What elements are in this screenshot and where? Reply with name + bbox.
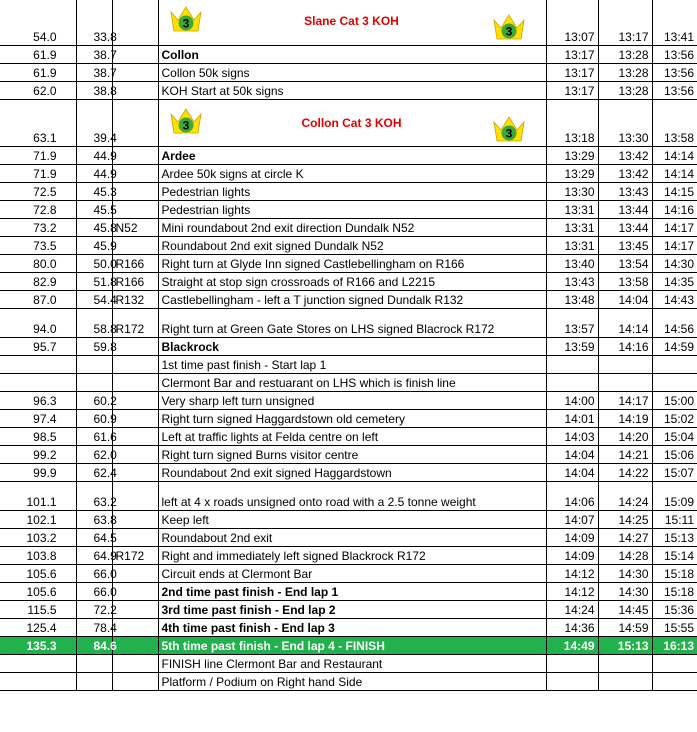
km-cell: 96.3 — [0, 391, 76, 409]
km-cell: 80.0 — [0, 254, 76, 272]
koh-title: Slane Cat 3 KOH — [304, 14, 399, 29]
description-cell: Pedestrian lights — [158, 182, 546, 200]
time-mid-cell: 13:28 — [598, 45, 652, 63]
miles-cell — [76, 654, 112, 672]
miles-cell: 51.8 — [76, 272, 112, 290]
time-fast-cell: 14:00 — [546, 391, 598, 409]
route-row — [0, 600, 697, 618]
description-cell: Straight at stop sign crossroads of R166 and L2215 — [158, 272, 546, 290]
miles-cell: 38.8 — [76, 81, 112, 99]
road-cell — [112, 654, 158, 672]
time-fast-cell: 14:04 — [546, 463, 598, 481]
time-mid-cell: 13:58 — [598, 272, 652, 290]
miles-cell: 66.0 — [76, 582, 112, 600]
road-cell: R172 — [112, 546, 158, 564]
road-cell — [112, 409, 158, 427]
road-cell: R166 — [112, 272, 158, 290]
miles-cell: 64.9 — [76, 546, 112, 564]
time-fast-cell: 14:09 — [546, 528, 598, 546]
km-cell: 99.9 — [0, 463, 76, 481]
km-cell: 105.6 — [0, 564, 76, 582]
route-row — [0, 445, 697, 463]
miles-cell: 58.8 — [76, 308, 112, 337]
description-cell: Circuit ends at Clermont Bar — [158, 564, 546, 582]
description-cell: Ardee 50k signs at circle K — [158, 164, 546, 182]
time-mid-cell: 14:59 — [598, 618, 652, 636]
time-fast-cell — [546, 373, 598, 391]
km-cell: 95.7 — [0, 337, 76, 355]
route-row — [0, 481, 697, 510]
miles-cell: 78.4 — [76, 618, 112, 636]
miles-cell: 84.6 — [76, 636, 112, 654]
time-slow-cell: 14:14 — [652, 146, 697, 164]
miles-cell: 61.6 — [76, 427, 112, 445]
time-mid-cell: 14:28 — [598, 546, 652, 564]
road-cell — [112, 618, 158, 636]
time-mid-cell: 14:25 — [598, 510, 652, 528]
miles-cell: 38.7 — [76, 63, 112, 81]
time-mid-cell: 14:30 — [598, 582, 652, 600]
time-slow-cell — [652, 373, 697, 391]
miles-cell — [76, 672, 112, 690]
time-slow-cell: 14:15 — [652, 182, 697, 200]
miles-cell: 63.8 — [76, 510, 112, 528]
time-mid-cell: 14:24 — [598, 481, 652, 510]
description-cell: Right turn signed Burns visitor centre — [158, 445, 546, 463]
route-row — [0, 63, 697, 81]
road-cell — [112, 99, 158, 146]
description-cell: Collon 50k signs — [158, 63, 546, 81]
road-cell — [112, 337, 158, 355]
time-fast-cell: 14:09 — [546, 546, 598, 564]
time-fast-cell: 13:07 — [546, 0, 598, 45]
time-fast-cell: 13:17 — [546, 45, 598, 63]
time-slow-cell: 14:30 — [652, 254, 697, 272]
miles-cell: 72.2 — [76, 600, 112, 618]
time-mid-cell — [598, 355, 652, 373]
time-fast-cell: 13:31 — [546, 236, 598, 254]
km-cell: 61.9 — [0, 45, 76, 63]
svg-text:3: 3 — [182, 16, 189, 31]
miles-cell: 63.2 — [76, 481, 112, 510]
miles-cell: 66.0 — [76, 564, 112, 582]
road-cell — [112, 481, 158, 510]
description-cell — [158, 99, 546, 146]
koh-title: Collon Cat 3 KOH — [301, 115, 402, 130]
route-row — [0, 654, 697, 672]
time-mid-cell: 14:20 — [598, 427, 652, 445]
finish-row — [0, 636, 697, 654]
time-fast-cell: 14:03 — [546, 427, 598, 445]
time-slow-cell — [652, 355, 697, 373]
route-row — [0, 373, 697, 391]
time-fast-cell: 14:07 — [546, 510, 598, 528]
time-fast-cell — [546, 355, 598, 373]
time-slow-cell: 14:59 — [652, 337, 697, 355]
miles-cell: 45.3 — [76, 182, 112, 200]
time-slow-cell: 15:18 — [652, 582, 697, 600]
road-cell — [112, 600, 158, 618]
time-mid-cell: 15:13 — [598, 636, 652, 654]
time-mid-cell: 13:17 — [598, 0, 652, 45]
road-cell — [112, 582, 158, 600]
description-cell — [158, 0, 546, 45]
time-mid-cell: 14:27 — [598, 528, 652, 546]
crown-icon — [169, 4, 203, 34]
time-mid-cell: 13:42 — [598, 146, 652, 164]
route-row — [0, 510, 697, 528]
time-mid-cell: 13:30 — [598, 99, 652, 146]
miles-cell: 59.8 — [76, 337, 112, 355]
description-cell: KOH Start at 50k signs — [158, 81, 546, 99]
route-row — [0, 272, 697, 290]
time-fast-cell: 13:57 — [546, 308, 598, 337]
time-slow-cell: 15:11 — [652, 510, 697, 528]
time-fast-cell: 14:04 — [546, 445, 598, 463]
time-slow-cell: 15:04 — [652, 427, 697, 445]
time-slow-cell: 14:14 — [652, 164, 697, 182]
route-row — [0, 355, 697, 373]
time-fast-cell: 14:06 — [546, 481, 598, 510]
km-cell: 87.0 — [0, 290, 76, 308]
time-fast-cell: 14:24 — [546, 600, 598, 618]
description-cell: 1st time past finish - Start lap 1 — [158, 355, 546, 373]
km-cell: 105.6 — [0, 582, 76, 600]
km-cell: 72.8 — [0, 200, 76, 218]
time-mid-cell — [598, 654, 652, 672]
road-cell: R132 — [112, 290, 158, 308]
time-mid-cell: 13:28 — [598, 81, 652, 99]
koh-row — [0, 0, 697, 45]
time-fast-cell: 13:18 — [546, 99, 598, 146]
miles-cell: 54.4 — [76, 290, 112, 308]
route-row — [0, 337, 697, 355]
km-cell: 135.3 — [0, 636, 76, 654]
description-cell: 4th time past finish - End lap 3 — [158, 618, 546, 636]
km-cell: 82.9 — [0, 272, 76, 290]
time-slow-cell: 15:06 — [652, 445, 697, 463]
time-slow-cell — [652, 654, 697, 672]
road-cell — [112, 45, 158, 63]
time-slow-cell: 14:17 — [652, 218, 697, 236]
road-cell — [112, 564, 158, 582]
koh-row — [0, 99, 697, 146]
time-fast-cell: 13:30 — [546, 182, 598, 200]
time-slow-cell: 13:41 — [652, 0, 697, 45]
description-cell: 2nd time past finish - End lap 1 — [158, 582, 546, 600]
time-slow-cell: 15:55 — [652, 618, 697, 636]
description-cell: Mini roundabout 2nd exit direction Dundalk N52 — [158, 218, 546, 236]
time-slow-cell: 13:58 — [652, 99, 697, 146]
km-cell: 73.2 — [0, 218, 76, 236]
description-cell: Right turn at Glyde Inn signed Castlebellingham on R166 — [158, 254, 546, 272]
road-cell — [112, 0, 158, 45]
time-fast-cell: 13:31 — [546, 200, 598, 218]
route-row — [0, 672, 697, 690]
road-cell — [112, 373, 158, 391]
time-fast-cell: 13:48 — [546, 290, 598, 308]
miles-cell: 60.9 — [76, 409, 112, 427]
description-cell: Platform / Podium on Right hand Side — [158, 672, 546, 690]
road-cell — [112, 164, 158, 182]
km-cell: 63.1 — [0, 99, 76, 146]
road-cell — [112, 236, 158, 254]
route-row — [0, 200, 697, 218]
km-cell: 61.9 — [0, 63, 76, 81]
description-cell: Pedestrian lights — [158, 200, 546, 218]
time-mid-cell: 13:42 — [598, 164, 652, 182]
road-cell — [112, 81, 158, 99]
km-cell — [0, 355, 76, 373]
description-cell: Roundabout 2nd exit signed Haggardstown — [158, 463, 546, 481]
km-cell: 101.1 — [0, 481, 76, 510]
route-row — [0, 146, 697, 164]
road-cell: R166 — [112, 254, 158, 272]
route-row — [0, 218, 697, 236]
description-cell: Clermont Bar and restuarant on LHS which is finish line — [158, 373, 546, 391]
time-mid-cell — [598, 373, 652, 391]
route-row — [0, 182, 697, 200]
time-fast-cell — [546, 654, 598, 672]
road-cell — [112, 63, 158, 81]
km-cell: 97.4 — [0, 409, 76, 427]
time-fast-cell: 13:29 — [546, 146, 598, 164]
description-cell: Ardee — [158, 146, 546, 164]
description-cell: FINISH line Clermont Bar and Restaurant — [158, 654, 546, 672]
route-row — [0, 528, 697, 546]
route-row — [0, 463, 697, 481]
time-slow-cell: 14:16 — [652, 200, 697, 218]
crown-icon — [492, 114, 526, 144]
route-row — [0, 236, 697, 254]
miles-cell: 33.8 — [76, 0, 112, 45]
km-cell: 102.1 — [0, 510, 76, 528]
road-cell: R172 — [112, 308, 158, 337]
road-cell: N52 — [112, 218, 158, 236]
time-mid-cell: 14:16 — [598, 337, 652, 355]
km-cell: 54.0 — [0, 0, 76, 45]
km-cell: 103.8 — [0, 546, 76, 564]
time-mid-cell: 13:44 — [598, 200, 652, 218]
time-slow-cell: 15:00 — [652, 391, 697, 409]
description-cell: Very sharp left turn unsigned — [158, 391, 546, 409]
time-fast-cell: 14:01 — [546, 409, 598, 427]
km-cell — [0, 654, 76, 672]
time-slow-cell: 15:02 — [652, 409, 697, 427]
time-slow-cell: 14:35 — [652, 272, 697, 290]
time-fast-cell: 13:59 — [546, 337, 598, 355]
miles-cell: 39.4 — [76, 99, 112, 146]
miles-cell — [76, 373, 112, 391]
description-cell: 5th time past finish - End lap 4 - FINISH — [158, 636, 546, 654]
road-cell — [112, 528, 158, 546]
time-fast-cell: 13:43 — [546, 272, 598, 290]
time-mid-cell: 14:45 — [598, 600, 652, 618]
time-slow-cell: 13:56 — [652, 45, 697, 63]
time-fast-cell: 14:12 — [546, 582, 598, 600]
km-cell — [0, 672, 76, 690]
time-mid-cell: 14:04 — [598, 290, 652, 308]
time-slow-cell: 15:18 — [652, 564, 697, 582]
time-fast-cell: 13:17 — [546, 63, 598, 81]
svg-text:3: 3 — [505, 126, 512, 140]
route-row — [0, 81, 697, 99]
route-row — [0, 254, 697, 272]
km-cell: 94.0 — [0, 308, 76, 337]
route-row — [0, 409, 697, 427]
time-mid-cell: 13:54 — [598, 254, 652, 272]
time-slow-cell: 15:13 — [652, 528, 697, 546]
road-cell — [112, 463, 158, 481]
km-cell — [0, 373, 76, 391]
description-cell: Left at traffic lights at Felda centre on left — [158, 427, 546, 445]
miles-cell: 38.7 — [76, 45, 112, 63]
time-slow-cell: 15:14 — [652, 546, 697, 564]
road-cell — [112, 391, 158, 409]
road-cell — [112, 200, 158, 218]
route-row — [0, 45, 697, 63]
time-fast-cell: 13:31 — [546, 218, 598, 236]
road-cell — [112, 672, 158, 690]
description-cell: Roundabout 2nd exit — [158, 528, 546, 546]
time-slow-cell: 14:43 — [652, 290, 697, 308]
time-slow-cell: 15:07 — [652, 463, 697, 481]
description-cell: Collon — [158, 45, 546, 63]
time-mid-cell: 13:45 — [598, 236, 652, 254]
road-cell — [112, 445, 158, 463]
miles-cell: 50.0 — [76, 254, 112, 272]
time-fast-cell: 14:12 — [546, 564, 598, 582]
km-cell: 103.2 — [0, 528, 76, 546]
time-mid-cell: 13:28 — [598, 63, 652, 81]
miles-cell — [76, 355, 112, 373]
time-fast-cell: 14:36 — [546, 618, 598, 636]
route-row — [0, 391, 697, 409]
km-cell: 62.0 — [0, 81, 76, 99]
time-fast-cell — [546, 672, 598, 690]
time-slow-cell: 15:09 — [652, 481, 697, 510]
time-mid-cell: 14:17 — [598, 391, 652, 409]
time-fast-cell: 13:17 — [546, 81, 598, 99]
road-cell — [112, 427, 158, 445]
miles-cell: 45.8 — [76, 218, 112, 236]
time-slow-cell: 15:36 — [652, 600, 697, 618]
km-cell: 73.5 — [0, 236, 76, 254]
description-cell: left at 4 x roads unsigned onto road with a 2.5 tonne weight — [158, 481, 546, 510]
time-mid-cell: 14:22 — [598, 463, 652, 481]
route-row — [0, 308, 697, 337]
road-cell — [112, 146, 158, 164]
description-cell: Right turn at Green Gate Stores on LHS signed Blacrock R172 — [158, 308, 546, 337]
description-cell: Castlebellingham - left a T junction signed Dundalk R132 — [158, 290, 546, 308]
time-fast-cell: 13:29 — [546, 164, 598, 182]
time-mid-cell: 14:14 — [598, 308, 652, 337]
time-mid-cell — [598, 672, 652, 690]
miles-cell: 44.9 — [76, 146, 112, 164]
description-cell: Right and immediately left signed Blackrock R172 — [158, 546, 546, 564]
km-cell: 71.9 — [0, 146, 76, 164]
km-cell: 115.5 — [0, 600, 76, 618]
time-slow-cell — [652, 672, 697, 690]
time-mid-cell: 13:43 — [598, 182, 652, 200]
km-cell: 99.2 — [0, 445, 76, 463]
description-cell: Blackrock — [158, 337, 546, 355]
description-cell: Keep left — [158, 510, 546, 528]
route-row — [0, 290, 697, 308]
route-row — [0, 427, 697, 445]
svg-text:3: 3 — [505, 24, 512, 39]
crown-icon — [169, 106, 203, 136]
time-slow-cell: 16:13 — [652, 636, 697, 654]
miles-cell: 64.5 — [76, 528, 112, 546]
time-fast-cell: 14:49 — [546, 636, 598, 654]
miles-cell: 62.0 — [76, 445, 112, 463]
km-cell: 72.5 — [0, 182, 76, 200]
route-row — [0, 164, 697, 182]
time-slow-cell: 13:56 — [652, 63, 697, 81]
miles-cell: 45.5 — [76, 200, 112, 218]
road-cell — [112, 182, 158, 200]
route-row — [0, 582, 697, 600]
route-row — [0, 618, 697, 636]
description-cell: Right turn signed Haggardstown old cemetery — [158, 409, 546, 427]
time-mid-cell: 14:21 — [598, 445, 652, 463]
miles-cell: 62.4 — [76, 463, 112, 481]
km-cell: 125.4 — [0, 618, 76, 636]
time-slow-cell: 14:56 — [652, 308, 697, 337]
time-mid-cell: 14:19 — [598, 409, 652, 427]
time-slow-cell: 13:56 — [652, 81, 697, 99]
time-mid-cell: 14:30 — [598, 564, 652, 582]
miles-cell: 60.2 — [76, 391, 112, 409]
route-row — [0, 564, 697, 582]
km-cell: 98.5 — [0, 427, 76, 445]
km-cell: 71.9 — [0, 164, 76, 182]
time-mid-cell: 13:44 — [598, 218, 652, 236]
time-fast-cell: 13:40 — [546, 254, 598, 272]
road-cell — [112, 355, 158, 373]
road-cell — [112, 510, 158, 528]
time-slow-cell: 14:17 — [652, 236, 697, 254]
miles-cell: 45.9 — [76, 236, 112, 254]
miles-cell: 44.9 — [76, 164, 112, 182]
route-row — [0, 546, 697, 564]
description-cell: 3rd time past finish - End lap 2 — [158, 600, 546, 618]
description-cell: Roundabout 2nd exit signed Dundalk N52 — [158, 236, 546, 254]
svg-text:3: 3 — [182, 118, 189, 132]
road-cell — [112, 636, 158, 654]
crown-icon — [492, 12, 526, 42]
